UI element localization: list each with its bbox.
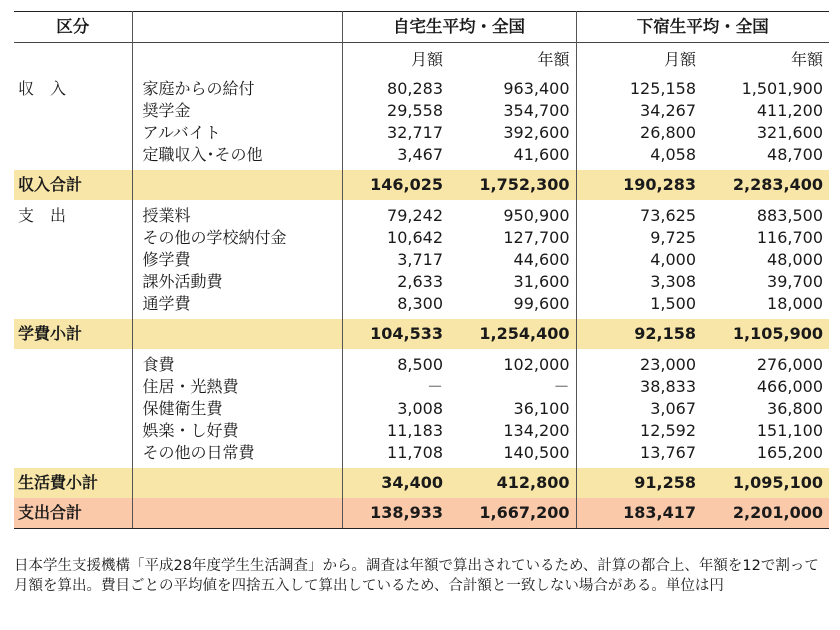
away-annual: 411,200 bbox=[756, 101, 823, 120]
home-monthly: 146,025 bbox=[342, 170, 449, 200]
away-annual: 466,000 bbox=[756, 377, 823, 396]
home-monthly: 10,642 bbox=[342, 227, 449, 249]
table-row bbox=[14, 144, 829, 170]
expense-category-label: 支 出 bbox=[18, 206, 67, 225]
row-label: その他の学校納付金 bbox=[132, 227, 342, 249]
row-label: 定職収入･その他 bbox=[132, 144, 342, 170]
table-row bbox=[14, 398, 829, 420]
away-annual: 48,700 bbox=[767, 145, 823, 164]
table-row bbox=[14, 293, 829, 319]
away-monthly: 4,058 bbox=[576, 144, 702, 170]
away-annual: 1,501,900 bbox=[741, 79, 823, 98]
away-monthly: 91,258 bbox=[576, 468, 702, 498]
home-annual: 41,600 bbox=[513, 145, 570, 164]
away-monthly: 183,417 bbox=[576, 498, 702, 529]
away-annual: 321,600 bbox=[756, 123, 823, 142]
row-label: 授業料 bbox=[132, 200, 342, 227]
away-monthly: 34,267 bbox=[576, 100, 702, 122]
home-annual: 1,254,400 bbox=[449, 319, 576, 349]
home-monthly: 3,717 bbox=[342, 249, 449, 271]
away-annual: 883,500 bbox=[756, 206, 823, 225]
home-annual: 1,667,200 bbox=[449, 498, 576, 529]
subheader-row bbox=[14, 43, 829, 74]
table-row bbox=[14, 122, 829, 144]
table-row bbox=[14, 100, 829, 122]
away-monthly: 3,308 bbox=[576, 271, 702, 293]
away-monthly: 73,625 bbox=[576, 200, 702, 227]
source-note: 日本学生支援機構「平成28年度学生生活調査」から。調査は年額で算出されているため、計算の都合上、年額を12で割って月額を算出。費目ごとの平均値を四捨五入して算出しているため、合計額と一致しない場合がある。単位は円 bbox=[14, 558, 819, 594]
home-monthly: 2,633 bbox=[342, 271, 449, 293]
row-label: アルバイト bbox=[132, 122, 342, 144]
row-label: 修学費 bbox=[132, 249, 342, 271]
row-label: 家庭からの給付 bbox=[132, 73, 342, 100]
away-monthly: 23,000 bbox=[576, 349, 702, 376]
income-category-label: 収 入 bbox=[18, 79, 67, 98]
away-annual: 165,200 bbox=[756, 443, 823, 462]
away-annual-header: 年額 bbox=[790, 50, 823, 69]
away-monthly: 190,283 bbox=[576, 170, 702, 200]
home-annual: 412,800 bbox=[449, 468, 576, 498]
header-group-away: 下宿生平均・全国 bbox=[576, 12, 829, 43]
home-monthly: － bbox=[342, 376, 449, 398]
away-annual: 151,100 bbox=[756, 421, 823, 440]
home-monthly: 3,467 bbox=[342, 144, 449, 170]
living-subtotal-label: 生活費小計 bbox=[14, 468, 132, 498]
row-label: 住居・光熱費 bbox=[132, 376, 342, 398]
tuition-subtotal-label: 学費小計 bbox=[14, 319, 132, 349]
living-subtotal-row bbox=[14, 468, 829, 498]
home-annual: 140,500 bbox=[503, 443, 570, 462]
grand-total-section bbox=[14, 498, 829, 529]
home-annual: 950,900 bbox=[503, 206, 570, 225]
row-label: 課外活動費 bbox=[132, 271, 342, 293]
away-monthly: 26,800 bbox=[576, 122, 702, 144]
home-monthly: 34,400 bbox=[342, 468, 449, 498]
home-monthly: 8,300 bbox=[342, 293, 449, 319]
home-monthly: 80,283 bbox=[342, 73, 449, 100]
home-annual: 44,600 bbox=[513, 250, 570, 269]
away-monthly: 92,158 bbox=[576, 319, 702, 349]
home-annual: 1,752,300 bbox=[449, 170, 576, 200]
table-header bbox=[14, 12, 829, 43]
home-monthly: 138,933 bbox=[342, 498, 449, 529]
row-label: 娯楽・し好費 bbox=[132, 420, 342, 442]
living-subtotal-section bbox=[14, 468, 829, 498]
row-label: 保健衛生費 bbox=[132, 398, 342, 420]
away-monthly: 1,500 bbox=[576, 293, 702, 319]
home-monthly: 79,242 bbox=[342, 200, 449, 227]
away-monthly: 9,725 bbox=[576, 227, 702, 249]
away-annual: 36,800 bbox=[767, 399, 823, 418]
table-row bbox=[14, 73, 829, 100]
income-total-section bbox=[14, 170, 829, 200]
row-label: その他の日常費 bbox=[132, 442, 342, 468]
living-section bbox=[14, 349, 829, 468]
home-annual: 127,700 bbox=[503, 228, 570, 247]
table-row bbox=[14, 200, 829, 227]
away-annual: 276,000 bbox=[756, 355, 823, 374]
income-total-row bbox=[14, 170, 829, 200]
away-annual: 1,095,100 bbox=[702, 468, 829, 498]
home-monthly: 11,708 bbox=[342, 442, 449, 468]
home-annual: 36,100 bbox=[513, 399, 570, 418]
away-annual: 116,700 bbox=[756, 228, 823, 247]
away-annual: 39,700 bbox=[767, 272, 823, 291]
header-category: 区分 bbox=[56, 17, 90, 36]
home-annual: － bbox=[553, 377, 570, 396]
home-annual: 392,600 bbox=[503, 123, 570, 142]
away-annual: 2,201,000 bbox=[702, 498, 829, 529]
away-monthly: 125,158 bbox=[576, 73, 702, 100]
home-monthly: 3,008 bbox=[342, 398, 449, 420]
home-annual: 134,200 bbox=[503, 421, 570, 440]
away-annual: 1,105,900 bbox=[702, 319, 829, 349]
away-monthly: 3,067 bbox=[576, 398, 702, 420]
home-annual: 963,400 bbox=[503, 79, 570, 98]
away-monthly: 38,833 bbox=[576, 376, 702, 398]
row-label: 奨学金 bbox=[132, 100, 342, 122]
home-monthly: 29,558 bbox=[342, 100, 449, 122]
grand-total-row bbox=[14, 498, 829, 529]
subheader-section bbox=[14, 43, 829, 74]
header-group-home: 自宅生平均・全国 bbox=[342, 12, 576, 43]
home-monthly: 8,500 bbox=[342, 349, 449, 376]
home-monthly: 32,717 bbox=[342, 122, 449, 144]
away-annual: 48,000 bbox=[767, 250, 823, 269]
table-row bbox=[14, 271, 829, 293]
tuition-subtotal-section bbox=[14, 319, 829, 349]
home-monthly-header: 月額 bbox=[342, 43, 449, 74]
home-annual: 99,600 bbox=[513, 294, 570, 313]
tuition-subtotal-row bbox=[14, 319, 829, 349]
home-annual: 31,600 bbox=[513, 272, 570, 291]
row-label: 通学費 bbox=[132, 293, 342, 319]
income-section bbox=[14, 73, 829, 170]
income-total-label: 収入合計 bbox=[14, 170, 132, 200]
home-monthly: 11,183 bbox=[342, 420, 449, 442]
home-annual-header: 年額 bbox=[537, 50, 570, 69]
home-annual: 102,000 bbox=[503, 355, 570, 374]
student-budget-table bbox=[14, 11, 829, 529]
home-annual: 354,700 bbox=[503, 101, 570, 120]
away-monthly: 4,000 bbox=[576, 249, 702, 271]
header-item-blank bbox=[132, 12, 342, 43]
away-monthly: 12,592 bbox=[576, 420, 702, 442]
away-annual: 18,000 bbox=[767, 294, 823, 313]
tuition-section bbox=[14, 200, 829, 319]
table-row bbox=[14, 376, 829, 398]
table-row bbox=[14, 227, 829, 249]
away-monthly-header: 月額 bbox=[576, 43, 702, 74]
table-row bbox=[14, 442, 829, 468]
away-monthly: 13,767 bbox=[576, 442, 702, 468]
row-label: 食費 bbox=[132, 349, 342, 376]
away-annual: 2,283,400 bbox=[702, 170, 829, 200]
home-monthly: 104,533 bbox=[342, 319, 449, 349]
table-row bbox=[14, 420, 829, 442]
table-row bbox=[14, 249, 829, 271]
table-row bbox=[14, 349, 829, 376]
grand-total-label: 支出合計 bbox=[14, 498, 132, 529]
